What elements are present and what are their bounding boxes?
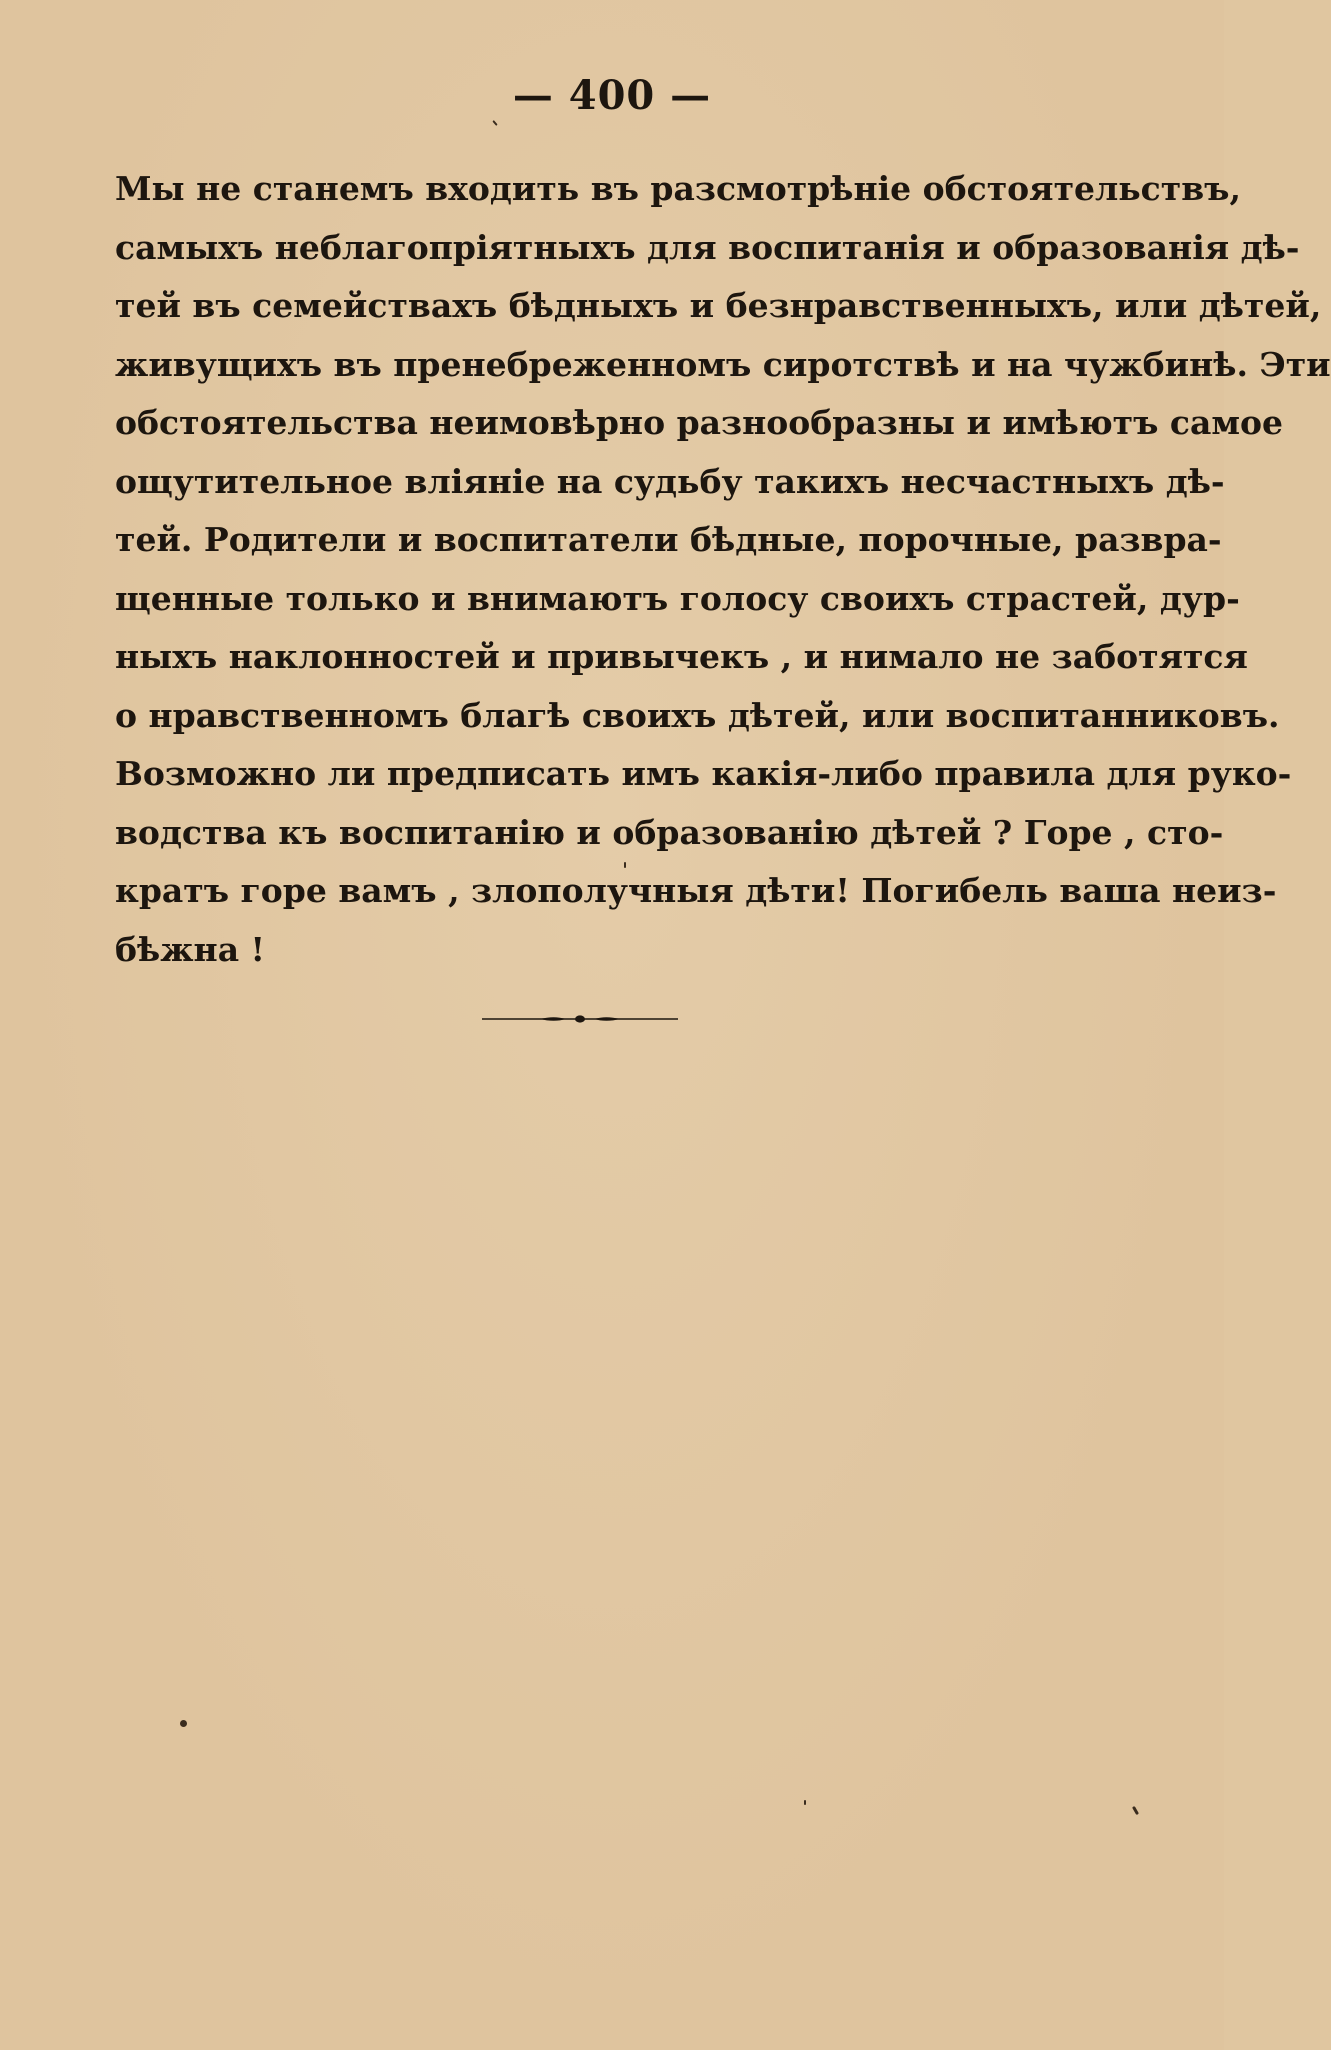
text-line: живущихъ въ пренебреженномъ сиротствѣ и на чужбинѣ. Эти [115,344,1331,384]
text-line: кратъ горе вамъ , злополучныя дѣти! Погибель ваша неиз- [115,871,1277,910]
text-line: тей. Родители и воспитатели бѣдные, порочные, развра- [115,520,1222,559]
decorative-rule-ornament-icon [482,1014,678,1024]
text-line: о нравственномъ благѣ своихъ дѣтей, или воспитанниковъ. [115,695,1280,735]
text-line: тей въ семействахъ бѣдныхъ и безнравственныхъ, или дѣтей, [115,286,1322,325]
text-line: бѣжна ! [115,929,266,969]
paragraph [115,160,1331,979]
paper-speck [624,862,626,868]
paper-speck [492,120,497,126]
text-line: обстоятельства неимовѣрно разнообразны и имѣютъ самое [115,403,1284,442]
text-line: самыхъ неблагопріятныхъ для воспитанія и образованія дѣ- [115,227,1300,267]
page-number: — 400 — [512,72,712,119]
text-line: ныхъ наклонностей и привычекъ , и нимало не заботятся [115,637,1248,676]
paper-speck [1132,1806,1139,1815]
text-line: Мы не станемъ входить въ разсмотрѣніе обстоятельствъ, [115,169,1241,208]
paper-speck [804,1800,806,1805]
text-line: Возможно ли предписать имъ какія-либо правила для руко- [115,754,1292,793]
paper-speck [180,1720,187,1727]
text-line: водства къ воспитанію и образованію дѣтей ? Горе , сто- [115,812,1224,852]
text-line: ощутительное вліяніе на судьбу такихъ несчастныхъ дѣ- [115,461,1225,501]
text-line: щенные только и внимаютъ голосу своихъ страстей, дур- [115,578,1240,618]
